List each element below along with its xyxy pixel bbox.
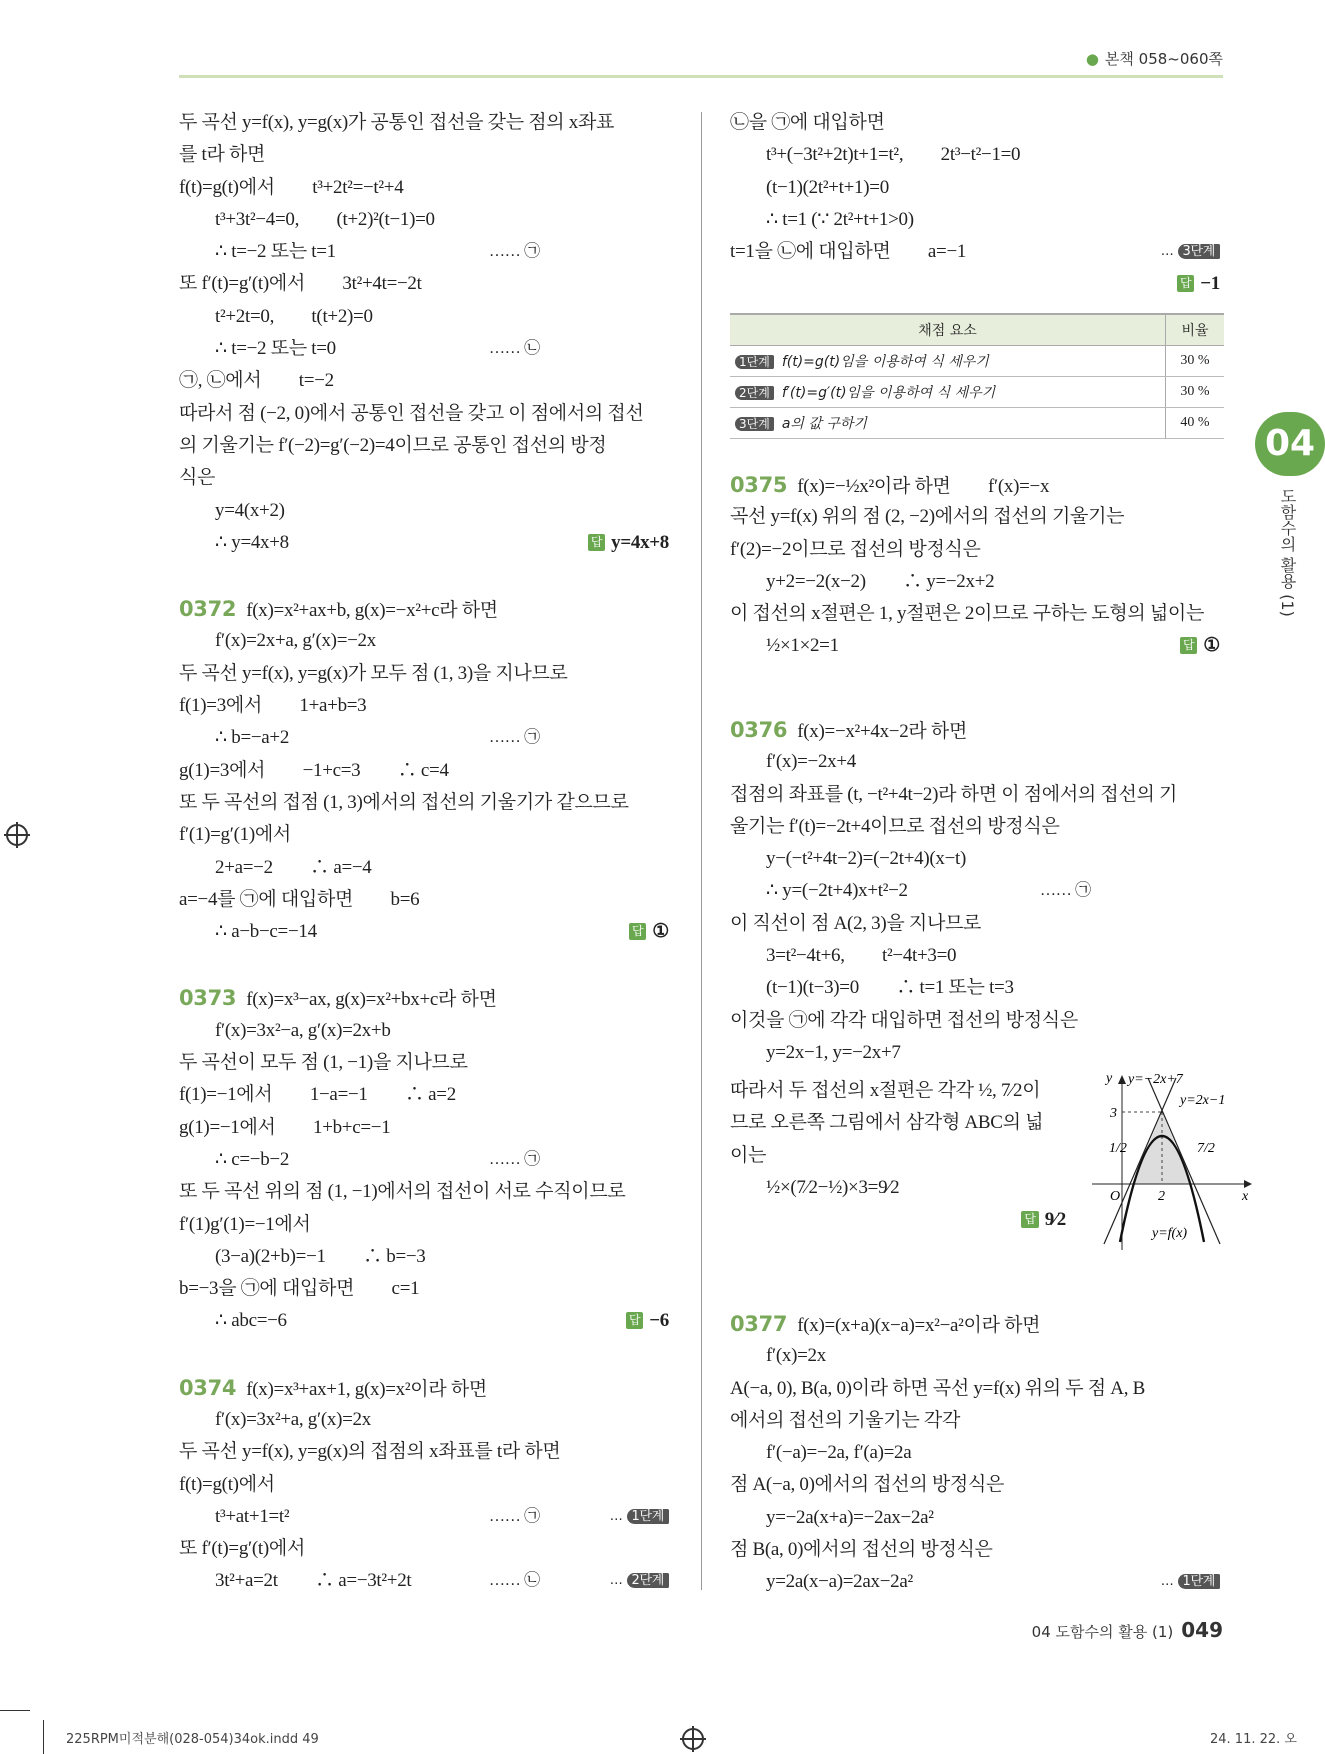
math-text: 이 직선이 점 A(2, 3)을 지나므로	[730, 912, 982, 934]
math-text: ∴ t=−2 또는 t=1	[215, 241, 336, 263]
solution-line	[730, 843, 1224, 875]
stage-tag: … 2단계	[610, 1572, 669, 1590]
solution-line	[179, 172, 673, 204]
math-text: 또 두 곡선의 접점 (1, 3)에서의 접선의 기울기가 같으므로	[179, 791, 629, 813]
solution-line	[179, 107, 673, 139]
solution-line	[730, 1037, 1224, 1069]
stage-badge: 1단계	[627, 1509, 670, 1524]
equation-marker: …… ㉡	[489, 340, 540, 358]
solution-line	[730, 534, 1224, 566]
solution-line	[730, 566, 1224, 598]
table-row	[730, 408, 1224, 439]
equation-marker: …… ㉡	[489, 1572, 540, 1590]
answer	[1021, 1204, 1066, 1236]
solution-line	[730, 1469, 1224, 1501]
bullet-icon: ●	[1085, 50, 1099, 68]
math-text: f(x)=x²+ax+b, g(x)=−x²+c라 하면	[246, 600, 498, 622]
math-text: ∴ t=−2 또는 t=0	[215, 338, 336, 360]
math-text: A(−a, 0), B(a, 0)이라 하면 곡선 y=f(x) 위의 두 점 A, B	[730, 1377, 1145, 1399]
math-text: f(x)=(x+a)(x−a)=x²−a²이라 하면	[797, 1315, 1041, 1336]
solution-line	[179, 884, 673, 916]
solution-line	[730, 598, 1224, 630]
answer-icon: 답	[1177, 275, 1194, 292]
solution-line	[730, 236, 1224, 268]
math-text: g(1)=−1에서 1+b+c=−1	[179, 1116, 391, 1138]
line2-label: y=2x−1	[1180, 1093, 1226, 1108]
solution-0376-conclusion	[730, 1075, 1070, 1236]
math-text: y+2=−2(x−2) ∴ y=−2x+2	[766, 570, 995, 592]
solution-line	[179, 1112, 673, 1144]
math-text: f′(x)=3x²+a, g′(x)=2x	[215, 1408, 371, 1430]
math-text: 두 곡선 y=f(x), y=g(x)가 공통인 접선을 갖는 점의 x좌표	[179, 112, 615, 133]
math-text: 따라서 두 접선의 x절편은 각각 ½, 7⁄2이	[730, 1080, 1041, 1101]
math-text: ∴ y=4x+8	[215, 531, 289, 553]
problem-number: 0376	[730, 718, 788, 742]
math-text: 에서의 접선의 기울기는 각각	[730, 1409, 960, 1431]
solution-line	[179, 1144, 673, 1176]
math-text: 이것을 ㉠에 각각 대입하면 접선의 방정식은	[730, 1009, 1078, 1031]
answer-value: 9⁄2	[1044, 1209, 1066, 1231]
line1-label: y=−2x+7	[1128, 1072, 1183, 1087]
solution-line	[179, 462, 673, 494]
print-slug-file: 225RPM미적분해(028-054)34ok.indd 49	[66, 1732, 319, 1747]
table-row	[730, 377, 1224, 408]
solution-line	[179, 204, 673, 236]
solution-line	[179, 139, 673, 171]
solution-line	[179, 1404, 673, 1436]
solution-line	[179, 625, 673, 657]
math-text: f′(x)=−2x+4	[766, 751, 856, 773]
column-divider	[701, 112, 702, 1590]
math-text: f′(2)=−2이므로 접선의 방정식은	[730, 538, 981, 560]
stage-badge: 1단계	[735, 355, 774, 369]
solution-line	[179, 1533, 673, 1565]
equation-marker: …… ㉠	[1040, 882, 1091, 900]
math-text: 3=t²−4t+6, t²−4t+3=0	[766, 945, 957, 967]
solution-line	[730, 972, 1224, 1004]
criterion: f′(t)=g′(t)임을 이용하여 식 세우기	[781, 385, 996, 401]
header-rule	[179, 75, 1223, 78]
math-text: f(x)=x³−ax, g(x)=x²+bx+c라 하면	[246, 989, 497, 1011]
chapter-title-vertical: 도함수의 활용 (1)	[1278, 488, 1297, 617]
solution-line	[179, 268, 673, 300]
answer	[588, 527, 669, 559]
math-text: f′(x)=2x	[766, 1345, 826, 1367]
math-text: y=−2a(x+a)=−2ax−2a²	[766, 1506, 934, 1528]
stage-tag: … 1단계	[1161, 1573, 1220, 1591]
solution-line	[179, 1241, 673, 1273]
math-text: 므로 오른쪽 그림에서 삼각형 ABC의 넓	[730, 1112, 1044, 1134]
math-text: ∴ b=−a+2	[215, 727, 290, 749]
math-text: g(1)=3에서 −1+c=3 ∴ c=4	[179, 759, 449, 781]
problem-number: 0373	[179, 986, 237, 1011]
solution-line	[179, 690, 673, 722]
solution-line	[179, 819, 673, 851]
spacer	[179, 948, 673, 982]
book-reference: ● 본책 058~060쪽	[1085, 50, 1223, 68]
equation-marker: …… ㉠	[489, 243, 540, 261]
solution-line	[179, 755, 673, 787]
math-text: f(x)=−x²+4x−2라 하면	[797, 721, 968, 742]
answer-value: −1	[1200, 273, 1220, 295]
math-text: 의 기울기는 f′(−2)=g′(−2)=4이므로 공통인 접선의 방정	[179, 434, 607, 456]
page-number: 049	[1181, 1618, 1223, 1642]
math-text: 두 곡선 y=f(x), y=g(x)의 접점의 x좌표를 t라 하면	[179, 1441, 561, 1463]
math-text: y=4(x+2)	[215, 499, 285, 521]
x-arrow-icon	[1244, 1180, 1252, 1188]
math-text: f(1)=3에서 1+a+b=3	[179, 695, 367, 717]
math-text: b=−3을 ㉠에 대입하면 c=1	[179, 1278, 420, 1300]
stage-tag: … 3단계	[1161, 243, 1220, 261]
problem-heading	[730, 469, 1224, 501]
root2-label: 7/2	[1197, 1141, 1215, 1156]
origin-label: O	[1110, 1189, 1121, 1204]
math-text: ½×1×2=1	[766, 635, 839, 657]
solution-line	[730, 1005, 1224, 1037]
math-text: t=1을 ㉡에 대입하면 a=−1	[730, 241, 967, 263]
solution-line	[730, 107, 1224, 139]
answer	[1177, 268, 1220, 300]
answer-value: ①	[652, 921, 669, 943]
solution-line	[730, 1405, 1224, 1437]
math-text: ∴ a−b−c=−14	[215, 921, 317, 943]
answer-value: −6	[649, 1310, 669, 1332]
solution-line	[179, 495, 673, 527]
stage-badge: 2단계	[735, 386, 774, 400]
criteria-header: 채점 요소	[730, 314, 1166, 346]
math-text: 점 B(a, 0)에서의 접선의 방정식은	[730, 1539, 993, 1561]
math-text: 따라서 점 (−2, 0)에서 공통인 접선을 갖고 이 점에서의 접선	[179, 402, 644, 424]
math-text: (3−a)(2+b)=−1 ∴ b=−3	[215, 1245, 426, 1267]
solution-line	[179, 527, 673, 559]
solution-line	[730, 630, 1224, 662]
math-text: 이는	[730, 1144, 767, 1166]
math-text: 두 곡선이 모두 점 (1, −1)을 지나므로	[179, 1052, 468, 1074]
solution-line	[730, 1373, 1224, 1405]
math-text: a=−4를 ㉠에 대입하면 b=6	[179, 888, 420, 910]
page-footer	[1032, 1618, 1223, 1642]
math-text: ½×(7⁄2−½)×3=9⁄2	[766, 1176, 900, 1198]
problem-heading	[179, 1372, 673, 1404]
solution-line	[730, 1075, 1070, 1107]
math-text: y=2a(x−a)=2ax−2a²	[766, 1571, 913, 1593]
math-text: ∴ t=1 (∵ 2t²+t+1>0)	[766, 208, 914, 230]
solution-line	[179, 658, 673, 690]
solution-line	[179, 1176, 673, 1208]
solution-line	[179, 1469, 673, 1501]
ratio: 30 %	[1166, 346, 1225, 377]
answer-icon: 답	[1021, 1211, 1038, 1228]
solution-line	[730, 204, 1224, 236]
chapter-tab: 04	[1255, 412, 1325, 476]
math-text: 곡선 y=f(x) 위의 점 (2, −2)에서의 접선의 기울기는	[730, 506, 1125, 528]
solution-line	[730, 811, 1224, 843]
solution-line	[179, 722, 673, 754]
problem-heading	[179, 593, 673, 625]
answer-value: ①	[1203, 635, 1220, 657]
solution-line	[730, 1140, 1070, 1172]
solution-line	[179, 365, 673, 397]
math-text: f(t)=g(t)에서	[179, 1473, 275, 1495]
equation-marker: …… ㉠	[489, 1507, 540, 1525]
math-text: 울기는 f′(t)=−2t+4이므로 접선의 방정식은	[730, 815, 1060, 837]
math-text: t³+at+1=t²	[215, 1505, 290, 1527]
print-slug-date: 24. 11. 22. 오	[1210, 1732, 1297, 1747]
spacer	[179, 559, 673, 593]
math-text: f(x)=x³+ax+1, g(x)=x²이라 하면	[246, 1378, 487, 1400]
math-text: 또 f′(t)=g′(t)에서	[179, 1538, 306, 1560]
problem-number: 0374	[179, 1375, 237, 1400]
math-text: f′(1)g′(1)=−1에서	[179, 1213, 311, 1235]
solution-line	[730, 875, 1224, 907]
problem-number: 0372	[179, 597, 237, 622]
solution-line	[730, 1437, 1224, 1469]
answer-value: y=4x+8	[611, 531, 669, 553]
solution-line	[179, 852, 673, 884]
solution-line	[179, 1501, 673, 1533]
answer	[626, 1305, 669, 1337]
tangent-lines-figure	[1092, 1072, 1252, 1252]
stage-tag: … 1단계	[610, 1508, 669, 1526]
solution-line	[730, 1204, 1070, 1236]
criterion: a의 값 구하기	[781, 416, 867, 432]
registration-mark-icon	[6, 824, 28, 846]
solution-line	[179, 1015, 673, 1047]
ratio-header: 비율	[1166, 314, 1225, 346]
problem-number: 0377	[730, 1312, 788, 1336]
ratio: 40 %	[1166, 408, 1225, 439]
solution-line	[179, 1436, 673, 1468]
solution-line	[730, 779, 1224, 811]
solution-0377	[730, 1308, 1224, 1599]
solution-line	[179, 1305, 673, 1337]
problem-heading	[730, 714, 1224, 746]
math-text: 두 곡선 y=f(x), y=g(x)가 모두 점 (1, 3)을 지나므로	[179, 662, 568, 684]
math-text: f′(x)=2x+a, g′(x)=−2x	[215, 630, 376, 652]
math-text: y−(−t²+4t−2)=(−2t+4)(x−t)	[766, 848, 966, 870]
math-text: (t−1)(2t²+t+1)=0	[766, 176, 889, 198]
ratio: 30 %	[1166, 377, 1225, 408]
solution-line	[179, 787, 673, 819]
solution-line	[730, 940, 1224, 972]
solution-line	[730, 172, 1224, 204]
math-text: y=2x−1, y=−2x+7	[766, 1041, 901, 1063]
math-text: 또 두 곡선 위의 점 (1, −1)에서의 접선이 서로 수직이므로	[179, 1181, 626, 1203]
curve-label: y=f(x)	[1152, 1226, 1188, 1241]
math-text: f(x)=−½x²이라 하면 f′(x)=−x	[797, 476, 1050, 497]
solution-line	[179, 398, 673, 430]
math-text: 2+a=−2 ∴ a=−4	[215, 856, 372, 878]
solution-line	[179, 333, 673, 365]
math-text: 또 f′(t)=g′(t)에서 3t²+4t=−2t	[179, 273, 422, 295]
right-column-top	[730, 107, 1224, 301]
answer-icon: 답	[1180, 637, 1197, 654]
math-text: 이 접선의 x절편은 1, y절편은 2이므로 구하는 도형의 넓이는	[730, 603, 1205, 625]
math-text: 3t²+a=2t ∴ a=−3t²+2t	[215, 1570, 412, 1592]
solution-line	[730, 1107, 1070, 1139]
stage-badge: 2단계	[627, 1573, 670, 1588]
math-text: f(1)=−1에서 1−a=−1 ∴ a=2	[179, 1084, 456, 1106]
solution-line	[730, 1340, 1224, 1372]
solution-line	[730, 908, 1224, 940]
problem-number: 0375	[730, 473, 788, 497]
solution-line	[179, 301, 673, 333]
math-text: 를 t라 하면	[179, 144, 266, 166]
equation-marker: …… ㉠	[489, 729, 540, 747]
solution-line	[179, 430, 673, 462]
solution-line	[730, 268, 1224, 300]
math-text: 점 A(−a, 0)에서의 접선의 방정식은	[730, 1474, 1005, 1496]
math-text: ∴ c=−b−2	[215, 1148, 290, 1170]
spacer	[179, 1338, 673, 1372]
math-text: (t−1)(t−3)=0 ∴ t=1 또는 t=3	[766, 977, 1014, 999]
math-text: f′(x)=3x²−a, g′(x)=2x+b	[215, 1019, 391, 1041]
stage-badge: 3단계	[1178, 244, 1221, 259]
math-text: f′(−a)=−2a, f′(a)=2a	[766, 1442, 912, 1464]
solution-line	[730, 139, 1224, 171]
y-axis-label: y	[1106, 1071, 1113, 1086]
footer-chapter: 04 도함수의 활용 (1)	[1031, 1623, 1174, 1641]
root1-label: 1/2	[1109, 1141, 1127, 1156]
answer-icon: 답	[629, 923, 646, 940]
math-text: t³+3t²−4=0, (t+2)²(t−1)=0	[215, 208, 435, 230]
solution-line	[179, 1047, 673, 1079]
solution-line	[179, 1565, 673, 1597]
x-tick-2: 2	[1158, 1189, 1165, 1204]
math-text: 식은	[179, 467, 216, 489]
math-text: ㉠, ㉡에서 t=−2	[179, 370, 334, 392]
solution-line	[179, 1079, 673, 1111]
solution-line	[730, 501, 1224, 533]
answer-icon: 답	[588, 534, 605, 551]
problem-heading	[730, 1308, 1224, 1340]
table-row	[730, 346, 1224, 377]
math-text: f(t)=g(t)에서 t³+2t²=−t²+4	[179, 176, 404, 198]
math-text: f′(1)=g′(1)에서	[179, 824, 291, 846]
solution-line	[179, 236, 673, 268]
math-text: t²+2t=0, t(t+2)=0	[215, 305, 373, 327]
solution-line	[730, 746, 1224, 778]
left-column	[179, 107, 673, 1598]
y-tick-3: 3	[1110, 1106, 1117, 1121]
criterion: f(t)=g(t)임을 이용하여 식 세우기	[781, 354, 989, 370]
math-text: ∴ y=(−2t+4)x+t²−2	[766, 880, 908, 902]
solution-0375	[730, 469, 1224, 663]
solution-0376	[730, 714, 1224, 1069]
solution-line	[730, 1502, 1224, 1534]
equation-marker: …… ㉠	[489, 1150, 540, 1168]
math-text: t³+(−3t²+2t)t+1=t², 2t³−t²−1=0	[766, 144, 1021, 166]
y-arrow-icon	[1118, 1075, 1126, 1084]
solution-line	[730, 1534, 1224, 1566]
crop-mark	[0, 1710, 30, 1711]
answer	[629, 916, 669, 948]
crop-mark	[43, 1720, 44, 1754]
solution-line	[730, 1172, 1070, 1204]
x-axis-label: x	[1242, 1189, 1249, 1204]
solution-line	[179, 1209, 673, 1241]
solution-line	[179, 1273, 673, 1305]
registration-mark-icon	[682, 1728, 704, 1750]
math-text: 접점의 좌표를 (t, −t²+4t−2)라 하면 이 점에서의 접선의 기	[730, 783, 1178, 805]
answer-icon: 답	[626, 1312, 643, 1329]
answer	[1180, 630, 1220, 662]
solution-line	[179, 916, 673, 948]
stage-badge: 1단계	[1178, 1574, 1221, 1589]
solution-line	[730, 1566, 1224, 1598]
math-text: ∴ abc=−6	[215, 1310, 287, 1332]
math-text: ㉡을 ㉠에 대입하면	[730, 112, 885, 133]
scoring-table	[730, 313, 1224, 439]
problem-heading	[179, 982, 673, 1014]
stage-badge: 3단계	[735, 417, 774, 431]
